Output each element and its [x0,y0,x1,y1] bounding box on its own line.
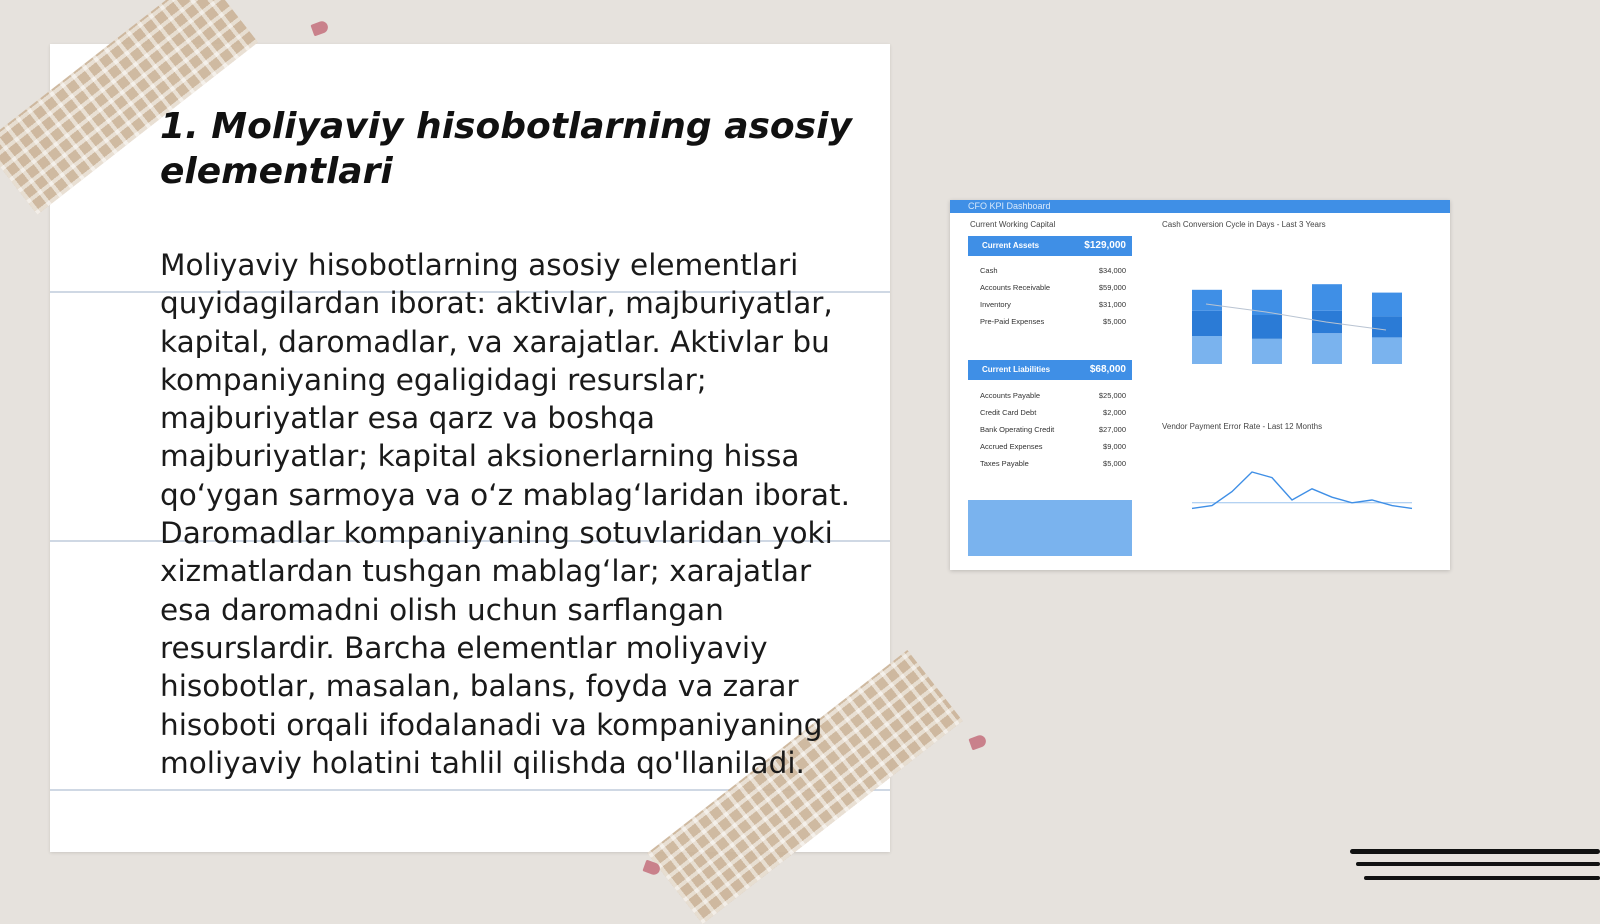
current-liabilities-label: Current Liabilities [982,365,1051,374]
current-assets-row [968,236,1132,256]
current-assets-label: Current Assets [982,241,1040,250]
liability-item: Taxes Payable $5,000 [980,459,1126,468]
decorative-strokes [1350,840,1600,886]
bar-segment [1252,339,1282,364]
asset-item: Cash $34,000 [980,266,1126,275]
cash-cycle-chart [1156,234,1436,404]
bar-segment [1252,315,1282,339]
bar-segment [1372,293,1402,317]
asset-item: Accounts Receivable $59,000 [980,283,1126,292]
liability-item: Accrued Expenses $9,000 [980,442,1126,451]
bar-segment [1372,316,1402,337]
dashboard-image [950,200,1450,570]
bar-segment [1192,290,1222,311]
working-capital-summary [968,500,1132,556]
bar-segment [1192,336,1222,364]
asset-item: Inventory $31,000 [980,300,1126,309]
bar-segment [1372,337,1402,364]
bar-segment [1312,333,1342,364]
pin-icon [310,20,329,37]
liability-item: Bank Operating Credit $27,000 [980,425,1126,434]
bar-segment [1192,311,1222,336]
asset-item: Pre-Paid Expenses $5,000 [980,317,1126,326]
trend-line [1206,304,1386,330]
vendor-error-chart [1156,434,1436,564]
liability-item: Accounts Payable $25,000 [980,391,1126,400]
vendor-error-title: Vendor Payment Error Rate - Last 12 Months [1162,422,1323,431]
slide-title: 1. Moliyaviy hisobotlarning asosiy elementlari [160,106,852,192]
bar-segment [1312,284,1342,311]
dashboard-header: CFO KPI Dashboard [950,200,1450,213]
cash-cycle-title: Cash Conversion Cycle in Days - Last 3 Years [1162,220,1326,229]
current-assets-value: $129,000 [1084,240,1126,251]
current-liabilities-value: $68,000 [1089,364,1126,375]
pin-icon [968,734,987,751]
current-liabilities-row [968,360,1132,380]
liability-item: Credit Card Debt $2,000 [980,408,1126,417]
slide-body-text: Moliyaviy hisobotlarning asosiy elementlari quyidagilardan iborat: aktivlar, majburiyatlar, kapital, daromadlar, va xarajatlar. Aktivlar bu kompaniyaning egaligidagi resurslar; majburiyatlar esa qarz va boshqa majburiyatlar; kapital aksionerlarning hissa qo‘ygan sarmoya va o‘z mablag‘laridan iborat. Daromadlar kompaniyaning sotuvlaridan yoki xizmatlardan tushgan mablag‘lar; xarajatlar esa daromadni olish uchun sarflangan resurslardir. Barcha elementlar moliyaviy hisobotlar, masalan, balans, foyda va zarar hisoboti orqali ifodalanadi va kompaniyaning moliyaviy holatini tahlil qilishda qo'llaniladi. [160,248,850,780]
working-capital-title: Current Working Capital [970,220,1056,229]
